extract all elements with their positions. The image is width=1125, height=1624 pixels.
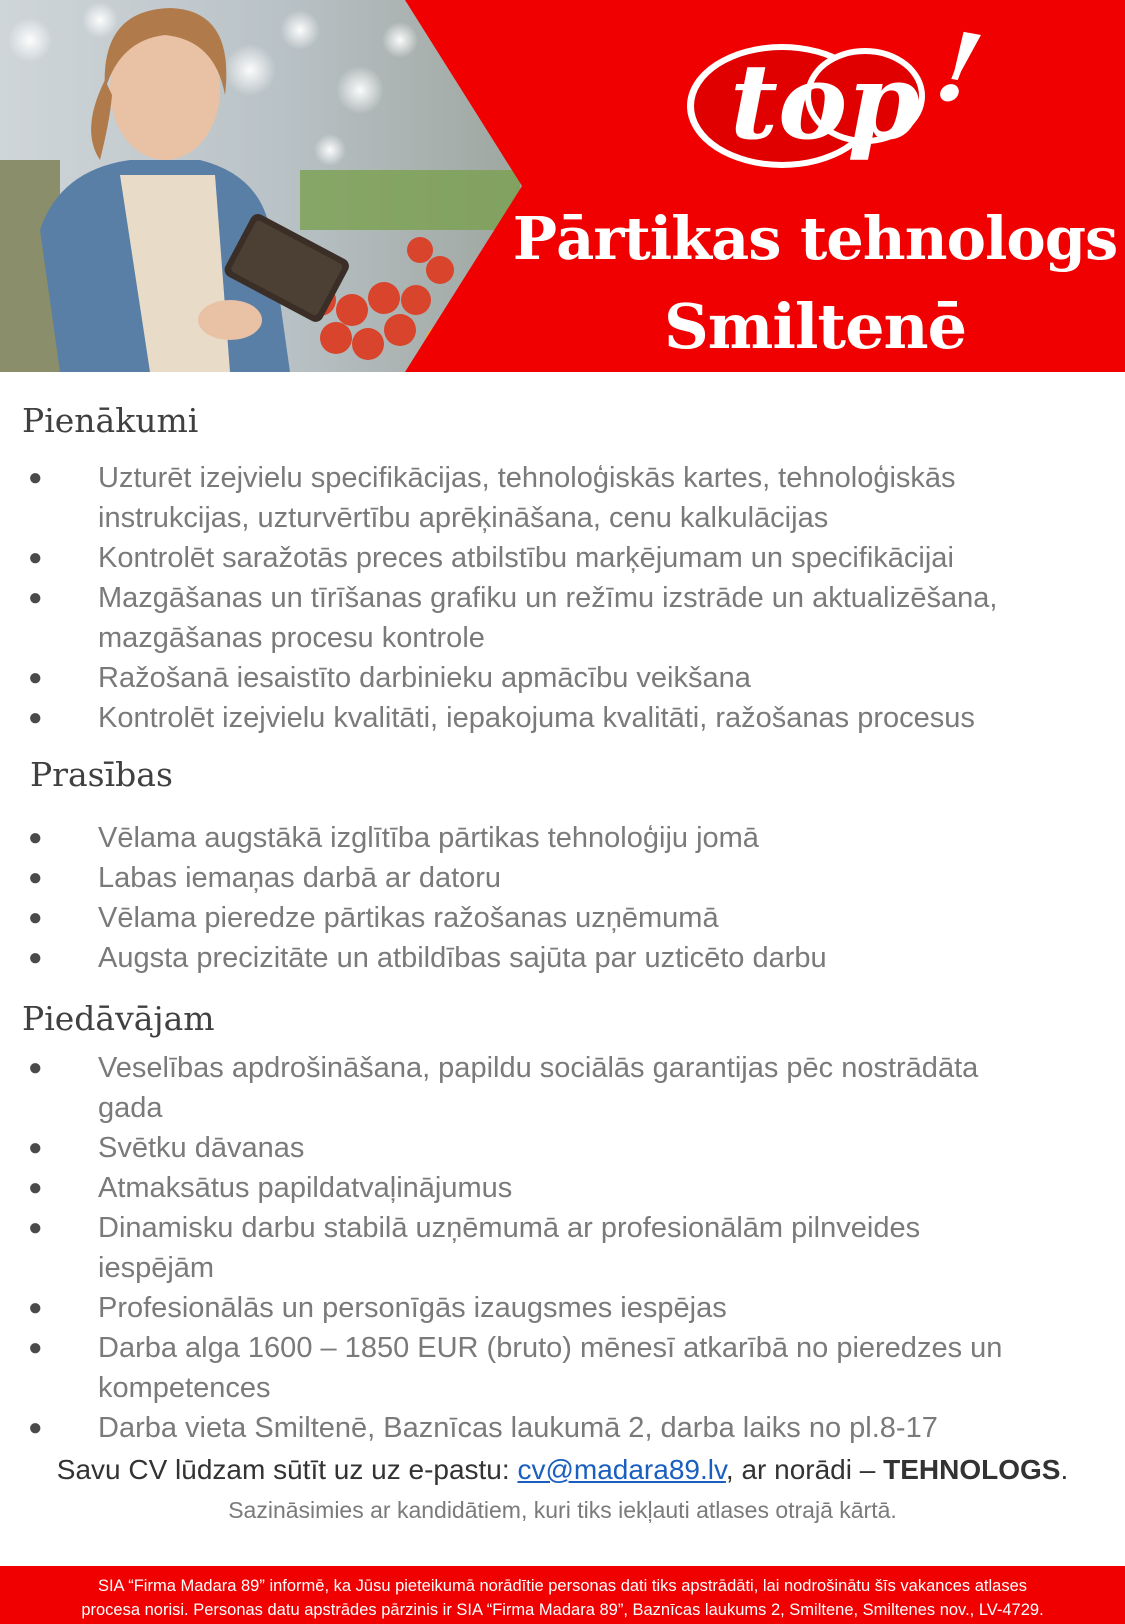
list-item: ● Vēlama augstākā izglītība pārtikas tehnoloģiju jomā [0,818,1125,858]
list-item: ● Kontrolēt izejvielu kvalitāti, iepakojuma kvalitāti, ražošanas procesus [0,698,1125,738]
duties-heading: Pienākumi [22,401,199,440]
logo-text: top [730,40,921,163]
contact-line [0,1454,1125,1486]
contact-suffix: . [1060,1454,1069,1485]
contact-prefix: Savu CV lūdzam sūtīt uz uz e-pastu: [56,1454,518,1485]
bullet-icon: ● [28,824,43,851]
logo-exclamation: ! [928,8,990,128]
bullet-icon: ● [28,1294,43,1321]
bullet-icon: ● [28,544,43,571]
list-item: ● Profesionālās un personīgās izaugsmes iespējas [0,1288,1125,1328]
list-item: ● Ražošanā iesaistīto darbinieku apmācību veikšana [0,658,1125,698]
list-item: ● Veselības apdrošināšana, papildu sociālās garantijas pēc nostrādāta gada [0,1048,1125,1128]
list-item: ● Darba alga 1600 – 1850 EUR (bruto) mēnesī atkarībā no pieredzes un kompetences [0,1328,1125,1408]
footer-line-1: SIA “Firma Madara 89” informē, ka Jūsu pieteikumā norādītie personas dati tiks apstrādāti, lai nodrošinātu šīs vakances atlases [97,1577,1028,1595]
offer-heading: Piedāvājam [22,999,215,1038]
list-item: ● Darba vieta Smiltenē, Baznīcas laukumā 2, darba laiks no pl.8-17 [0,1408,1125,1448]
bullet-icon: ● [28,1174,43,1201]
list-item: ● Atmaksātus papildatvaļinājumus [0,1168,1125,1208]
bullet-icon: ● [28,864,43,891]
offer-list [0,1048,1125,1448]
bullet-icon: ● [28,904,43,931]
contact-middle: , ar norādi – [725,1454,884,1485]
job-title: Pārtikas tehnologs [512,204,1118,273]
list-item: ● Uzturēt izejvielu specifikācijas, tehnoloģiskās kartes, tehnoloģiskās instrukcijas, uzturvērtību aprēķināšana, cenu kalkulācijas [0,458,1125,538]
bullet-icon: ● [28,1054,43,1081]
bullet-icon: ● [28,1214,43,1241]
privacy-footer [0,1566,1125,1624]
bullet-icon: ● [28,584,43,611]
contact-keyword: TEHNOLOGS [883,1454,1061,1485]
bullet-icon: ● [28,1134,43,1161]
bullet-icon: ● [28,704,43,731]
bullet-icon: ● [28,1414,43,1441]
list-item: ● Labas iemaņas darbā ar datoru [0,858,1125,898]
job-location: Smiltenē [663,290,967,363]
bullet-icon: ● [28,464,43,491]
duties-list [0,458,1125,738]
list-item: ● Vēlama pieredze pārtikas ražošanas uzņēmumā [0,898,1125,938]
list-item: ● Augsta precizitāte un atbildības sajūta par uzticēto darbu [0,938,1125,978]
bullet-icon: ● [28,944,43,971]
list-item: ● Dinamisku darbu stabilā uzņēmumā ar profesionālām pilnveides iespējām [0,1208,1125,1288]
list-item: ● Mazgāšanas un tīrīšanas grafiku un režīmu izstrāde un aktualizēšana, mazgāšanas procesu kontrole [0,578,1125,658]
requirements-heading: Prasības [30,755,173,794]
selection-note: Sazināsimies ar kandidātiem, kuri tiks iekļauti atlases otrajā kārtā. [228,1497,897,1523]
bullet-icon: ● [28,1334,43,1361]
email-link[interactable]: cv@madara89.lv [517,1454,726,1485]
bullet-icon: ● [28,664,43,691]
top-logo [680,6,990,176]
requirements-list [0,818,1125,978]
header-banner [0,0,1125,372]
list-item: ● Svētku dāvanas [0,1128,1125,1168]
footer-line-2: procesa norisi. Personas datu apstrādes pārzinis ir SIA “Firma Madara 89”, Baznīcas laukums 2, Smiltene, Smiltenes nov., LV-4729. [81,1601,1044,1619]
list-item: ● Kontrolēt saražotās preces atbilstību marķējumam un specifikācijai [0,538,1125,578]
